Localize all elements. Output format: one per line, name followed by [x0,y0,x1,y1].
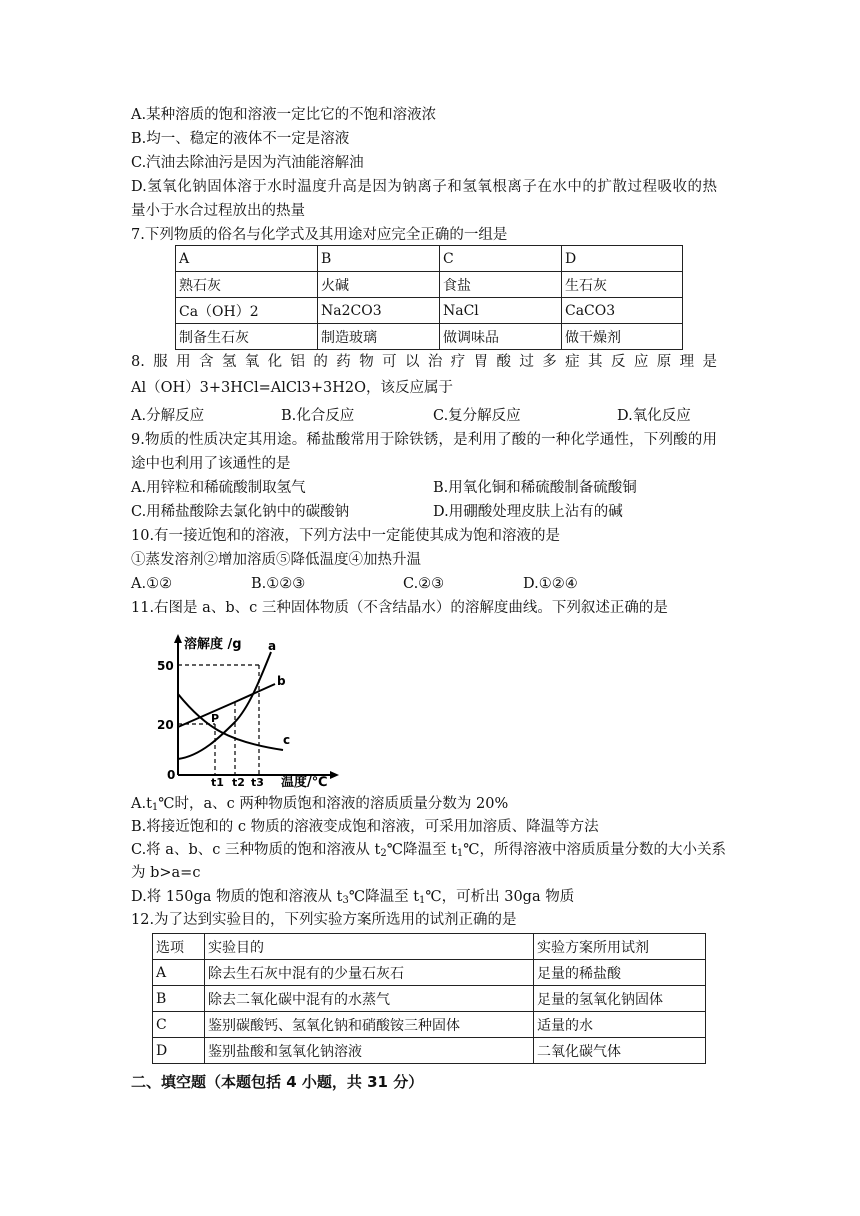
table-cell: CaCO3 [562,298,683,324]
table-cell: 火碱 [318,272,440,298]
y-axis-arrow [174,634,182,643]
table-cell: 做调味品 [440,324,562,350]
y-tick-label: 50 [157,659,174,673]
curve-label: c [283,733,291,747]
table-cell: Na2CO3 [318,298,440,324]
q12-table [152,933,706,1064]
table-cell: 生石灰 [562,272,683,298]
table-cell: 除去生石灰中混有的少量石灰石 [205,960,534,986]
curve-b [178,684,275,727]
q7-table [175,245,683,350]
q9-option-c: C.用稀盐酸除去氯化钠中的碳酸钠 [131,504,350,520]
table-cell: 制备生石灰 [176,324,318,350]
curve-c [178,694,283,750]
table-cell: 实验方案所用试剂 [534,934,706,960]
y-axis-label: 溶解度 /g [184,637,242,652]
q9-option-b: B.用氧化铜和稀硫酸制备硫酸铜 [433,480,637,496]
table-row [176,246,683,272]
table-cell: 足量的稀盐酸 [534,960,706,986]
curve-a [178,652,271,759]
table-cell: B [318,246,440,272]
solubility-curve-graph [131,632,343,792]
table-cell: C [440,246,562,272]
q7-stem: 7.下列物质的俗名与化学式及其用途对应完全正确的一组是 [131,227,508,243]
q8-option-a: A.分解反应 [131,408,205,424]
q10-option-c: C.②③ [403,576,445,592]
q10-option-b: B.①②③ [251,576,306,592]
q10-items: ①蒸发溶剂②增加溶质⑤降低温度④加热升温 [131,552,421,568]
table-cell: 做干燥剂 [562,324,683,350]
q8-option-b: B.化合反应 [281,408,355,424]
q11-option-d: D.将 150ga 物质的饱和溶液从 $t_3℃$降温至 $t_1℃$，可析出 30ga 物质 [131,889,575,906]
intersection-point-label: P [211,712,220,725]
x-axis-label: 温度/℃ [281,775,328,790]
q10-option-d: D.①②④ [523,576,578,592]
q8-option-c: C.复分解反应 [433,408,521,424]
curve-label: a [268,639,277,653]
table-cell: 二氧化碳气体 [534,1038,706,1064]
section-heading: 二、填空题（本题包括 4 小题，共 31 分） [131,1073,424,1091]
table-row [153,960,706,986]
x-axis-arrow [330,771,339,779]
table-row [153,1038,706,1064]
q11-stem: 11.右图是 a、b、c 三种固体物质（不含结晶水）的溶解度曲线。下列叙述正确的是 [131,600,668,616]
q9-option-a: A.用锌粒和稀硫酸制取氢气 [131,480,306,496]
table-row [153,1012,706,1038]
table-cell: 选项 [153,934,205,960]
table-cell: D [562,246,683,272]
q10-option-a: A.①② [131,576,173,592]
table-row [153,934,706,960]
table-row [176,298,683,324]
q6-option-d-line1: D.氢氧化钠固体溶于水时温度升高是因为钠离子和氢氧根离子在水中的扩散过程吸收的热 [131,179,717,195]
table-cell: 食盐 [440,272,562,298]
q11-option-a: $A.t_1℃$时，a、c 两种物质饱和溶液的溶质质量分数为 20% [131,796,509,813]
table-cell: 足量的氢氧化钠固体 [534,986,706,1012]
table-cell: NaCl [440,298,562,324]
table-cell: 实验目的 [205,934,534,960]
table-row [153,986,706,1012]
q12-stem: 12.为了达到实验目的，下列实验方案所选用的试剂正确的是 [131,912,517,928]
q6-option-c: C.汽油去除油污是因为汽油能溶解油 [131,155,364,171]
q11-option-b: B.将接近饱和的 c 物质的溶液变成饱和溶液，可采用加溶质、降温等方法 [131,819,599,835]
origin-label: 0 [167,768,176,782]
q10-stem: 10.有一接近饱和的溶液，下列方法中一定能使其成为饱和溶液的是 [131,528,561,544]
table-cell: Ca（OH）2 [176,298,318,324]
table-cell: 制造玻璃 [318,324,440,350]
y-tick-label: 20 [157,718,174,732]
q6-option-d-line2: 量小于水合过程放出的热量 [131,203,305,219]
table-cell: 适量的水 [534,1012,706,1038]
table-row [176,324,683,350]
curve-label: b [277,674,286,688]
q6-option-a: A.某种溶质的饱和溶液一定比它的不饱和溶液浓 [131,107,437,123]
q11-option-c-line2: 为 b>a=c [131,865,201,881]
q9-stem-line2: 途中也利用了该通性的是 [131,456,291,472]
q9-option-d: D.用硼酸处理皮肤上沾有的碱 [433,504,623,520]
q6-option-b: B.均一、稳定的液体不一定是溶液 [131,131,350,147]
q8-option-d: D.氧化反应 [617,408,691,424]
table-cell: 鉴别盐酸和氢氧化钠溶液 [205,1038,534,1064]
x-tick-label: t1 [211,776,224,789]
table-cell: 熟石灰 [176,272,318,298]
table-cell: A [153,960,205,986]
table-cell: C [153,1012,205,1038]
table-row [176,272,683,298]
q8-stem-line2: Al（OH）3+3HCl=AlCl3+3H2O，该反应属于 [131,380,453,396]
table-cell: B [153,986,205,1012]
table-cell: 除去二氧化碳中混有的水蒸气 [205,986,534,1012]
x-tick-label: t2 [232,776,245,789]
table-cell: 鉴别碳酸钙、氢氧化钠和硝酸铵三种固体 [205,1012,534,1038]
q11-option-c-line1: C.将 a、b、c 三种物质的饱和溶液从 $t_2℃$降温至 $t_1℃$，所得溶液中溶质质量分数的大小关系 [131,842,727,859]
x-tick-label: t3 [251,776,264,789]
q8-stem-line1: 8.服用含氢氧化铝的药物可以治疗胃酸过多症其反应原理是 [131,354,717,370]
table-cell: A [176,246,318,272]
table-cell: D [153,1038,205,1064]
q9-stem-line1: 9.物质的性质决定其用途。稀盐酸常用于除铁锈，是利用了酸的一种化学通性，下列酸的用 [131,432,717,448]
